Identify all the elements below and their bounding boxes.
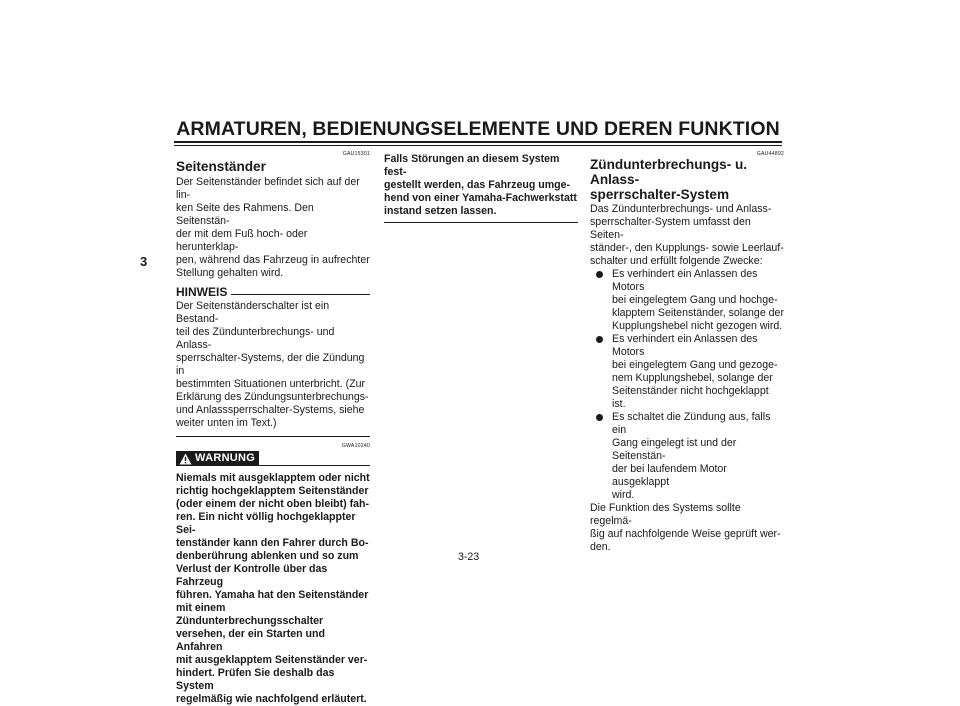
- warning-body: Niemals mit ausgeklapptem oder nicht richtig hochgeklapptem Seitenständer (oder einem der nicht oben bleibt) fah- ren. Ein nicht völlig hochgeklappter Sei- tenständer kann den Fahrer durch Bo- denberührung ablenken und so zum Verlust der Kontrolle über das Fahrzeug führen. Yamaha hat den Seitenständer mit einem Zündunterbrechungsschalter versehen, der ein Starten und Anfahren mit ausgeklapptem Seitenständer ver- hindert. Prüfen Sie deshalb das System regelmäßig wie nachfolgend erläutert.: [176, 472, 370, 705]
- warning-label: WARNUNG: [195, 452, 256, 464]
- section-code: GAU15301: [342, 151, 370, 157]
- header-rule-thick: [174, 141, 782, 143]
- page-number: 3-23: [458, 551, 480, 563]
- column-2: [384, 153, 578, 223]
- warning-end-rule: [384, 222, 578, 223]
- list-item: Es verhindert ein Anlassen des Motors bei eingelegtem Gang und hochge- klapptem Seitenständer, solange der Kupplungshebel nicht gezogen wird.: [596, 268, 784, 333]
- bullet-icon: [596, 271, 603, 278]
- note-rule: [231, 294, 370, 295]
- section-intro: Das Zündunterbrechungs- und Anlass- sperrschalter-System umfasst den Seiten- ständer-, den Kupplungs- sowie Leerlauf- schalter und erfüllt folgende Zwecke:: [590, 203, 784, 267]
- bullet-icon: [596, 336, 603, 343]
- warning-badge: [176, 451, 259, 466]
- note-end-rule: [176, 436, 370, 437]
- section-body: Der Seitenständer befindet sich auf der lin- ken Seite des Rahmens. Den Seitenstän- der mit dem Fuß hoch- oder herunterklap- pen, während das Fahrzeug in aufrechter Stellung gehalten wird.: [176, 176, 370, 279]
- section-code: GAU44892: [756, 151, 784, 157]
- list-item: Es verhindert ein Anlassen des Motors bei eingelegtem Gang und gezoge- nem Kupplungshebel, solange der Seitenständer nicht hochgeklappt ist.: [596, 333, 784, 411]
- list-item: Es schaltet die Zündung aus, falls ein Gang eingelegt ist und der Seitenstän- der bei laufendem Motor ausgeklappt wird.: [596, 411, 784, 502]
- note-label: HINWEIS: [176, 285, 228, 299]
- purpose-list: [590, 268, 784, 502]
- chapter-tab: 3: [140, 254, 148, 269]
- header-rule-thin: [174, 145, 782, 146]
- bullet-icon: [596, 414, 603, 421]
- section-outro: Die Funktion des Systems sollte regelmä- ßig auf nachfolgende Weise geprüft wer- den.: [590, 502, 781, 553]
- column-3: [590, 151, 784, 554]
- page-header-title: ARMATUREN, BEDIENUNGSELEMENTE UND DEREN FUNKTION: [176, 118, 780, 140]
- column-1: [176, 151, 370, 706]
- note-body: Der Seitenständerschalter ist ein Bestand- teil des Zündunterbrechungs- und Anlass- sperrschalter-Systems, der die Zündung in bestimmten Situationen unterbricht. (Zur Erklärung des Zündungsunterbrechungs- und Anlasssperrschalter-Systems, siehe weiter unten im Text.): [176, 300, 369, 429]
- warning-header: [176, 451, 370, 466]
- warning-rule: [259, 465, 370, 466]
- section-title-seitenstaender: Seitenständer: [176, 159, 266, 174]
- warning-continuation: Falls Störungen an diesem System fest- gestellt werden, das Fahrzeug umge- hend von einer Yamaha-Fachwerkstatt instand setzen lassen.: [384, 153, 577, 217]
- section-title-zuendunterbrechung: Zündunterbrechungs- u. Anlass- sperrschalter-System: [590, 157, 748, 202]
- warning-code: GWA10240: [341, 443, 370, 449]
- warning-triangle-icon: [179, 453, 192, 465]
- note-header: [176, 285, 370, 299]
